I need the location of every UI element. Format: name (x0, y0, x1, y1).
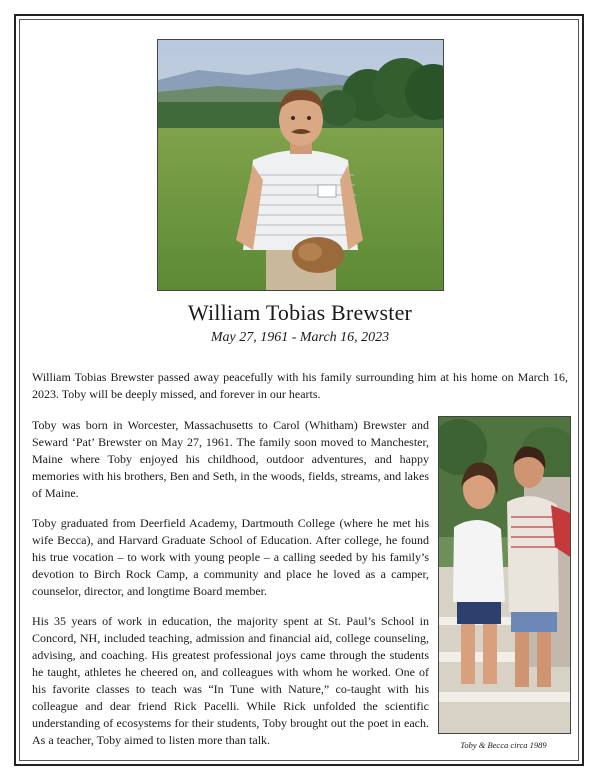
portrait-photo (157, 39, 444, 291)
lead-paragraph: William Tobias Brewster passed away peacefully with his family surrounding him at his home on March 16, 2023. Toby will be deeply missed, and forever in our hearts. (32, 370, 568, 401)
couple-photo (438, 416, 571, 734)
paragraph-education: Toby graduated from Deerfield Academy, Dartmouth College (where he met his wife Becca), and Harvard Graduate School of Education. After college, he found his true vocation – to work with young people – a calling seeded by his family’s devotion to Birch Rock Camp, a community and place he loved as a camper, counselor, director, and longtime Board member. (32, 516, 429, 598)
person-name: William Tobias Brewster (187, 300, 413, 325)
life-dates: May 27, 1961 - March 16, 2023 (210, 330, 390, 345)
paragraph-childhood: Toby was born in Worcester, Massachusetts to Carol (Whitham) Brewster and Seward ‘Pat’ Brewster on May 27, 1961. The family soon moved to Manchester, Maine where Toby enjoyed his childhood, outdoor adventures, and happy memories with his brothers, Ben and Seth, in the woods, fields, streams, and lakes of Maine. (32, 418, 429, 500)
body-column (32, 417, 429, 762)
paragraph-career: His 35 years of work in education, the majority spent at St. Paul’s School in Concord, NH, included teaching, admission and financial aid, college counseling, advising, and coaching. His greatest professional joys came through the students he taught, athletes he cheered on, and colleagues with whom he worked. One of his favorite classes to teach was “In Tune with Nature,” co-taught with his colleague and dear friend Rick Pacelli. While Rick unfolded the scientific understanding of ecosystems for their students, Toby brought out the poet in each. As a teacher, Toby aimed to listen more than talk. (32, 614, 429, 747)
photo-caption: Toby & Becca circa 1989 (460, 740, 547, 750)
